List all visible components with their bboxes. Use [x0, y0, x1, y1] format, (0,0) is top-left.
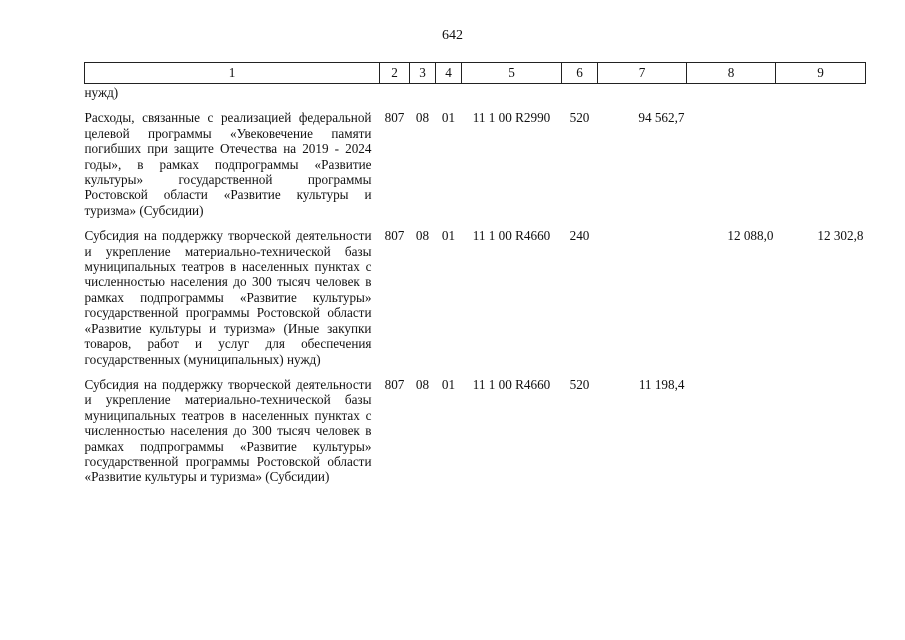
column-header-8: 8	[687, 63, 776, 84]
cell-col6: 240	[569, 228, 590, 244]
cell-col3: 08	[415, 376, 430, 392]
cell-col9: 12 302,8	[817, 228, 864, 244]
column-header-7: 7	[598, 63, 687, 84]
cell-col3: 08	[415, 228, 430, 244]
cell-col2: 807	[384, 228, 405, 244]
cell-col2: 807	[384, 376, 405, 392]
table-row	[85, 108, 866, 218]
table-header-row	[85, 63, 866, 84]
row-spacer	[85, 367, 866, 375]
column-header-3: 3	[410, 63, 436, 84]
cell-col6: 520	[569, 110, 590, 126]
cell-col4: 01	[441, 228, 456, 244]
cell-col9	[776, 108, 866, 218]
cell-col4: 01	[441, 376, 456, 392]
table-row	[85, 375, 866, 485]
column-header-9: 9	[776, 63, 866, 84]
cell-col6: 520	[569, 376, 590, 392]
continuation-row	[85, 84, 866, 101]
cell-col9	[776, 375, 866, 485]
cell-col3: 08	[415, 110, 430, 126]
row-description: Расходы, связанные с реализацией федеральной целевой программы «Увековечение памяти погибших при защите Отечества на 2019 - 2024 годы», в рамках подпрограммы «Развитие культуры» государственной программы Ростовской области «Развитие культуры и туризма» (Субсидии)	[84, 110, 372, 218]
cell-col5: 11 1 00 R2990	[472, 110, 551, 126]
table-row	[85, 226, 866, 367]
row-description: Субсидия на поддержку творческой деятельности и укрепление материально-технической базы муниципальных театров в населенных пунктах с численностью населения до 300 тысяч человек в рамках подпрограммы «Развитие культуры» государственной программы Ростовской области «Развитие культуры и туризма» (Субсидии)	[84, 376, 372, 485]
cell-col2: 807	[384, 110, 405, 126]
row-spacer	[85, 100, 866, 108]
cell-col5: 11 1 00 R4660	[472, 228, 551, 244]
row-description: Субсидия на поддержку творческой деятельности и укрепление материально-технической базы муниципальных театров в населенных пунктах с численностью населения до 300 тысяч человек в рамках подпрограммы «Развитие культуры» государственной программы Ростовской области «Развитие культуры и туризма» (Иные закупки товаров, работ и услуг для обеспечения государственных (муниципальных) нужд)	[84, 228, 372, 367]
row-spacer	[85, 218, 866, 226]
budget-table	[84, 62, 866, 485]
cell-col5: 11 1 00 R4660	[472, 376, 551, 392]
column-header-4: 4	[436, 63, 462, 84]
cell-col7: 11 198,4	[638, 376, 685, 392]
column-header-2: 2	[380, 63, 410, 84]
page-number: 642	[442, 28, 463, 43]
column-header-1: 1	[85, 63, 380, 84]
column-header-5: 5	[462, 63, 562, 84]
cell-col8	[687, 108, 776, 218]
column-header-6: 6	[562, 63, 598, 84]
continuation-text: нужд)	[84, 85, 119, 100]
cell-col8	[687, 375, 776, 485]
cell-col7: 94 562,7	[638, 110, 685, 126]
cell-col4: 01	[441, 110, 456, 126]
cell-col8: 12 088,0	[727, 228, 774, 244]
cell-col7	[598, 226, 687, 367]
